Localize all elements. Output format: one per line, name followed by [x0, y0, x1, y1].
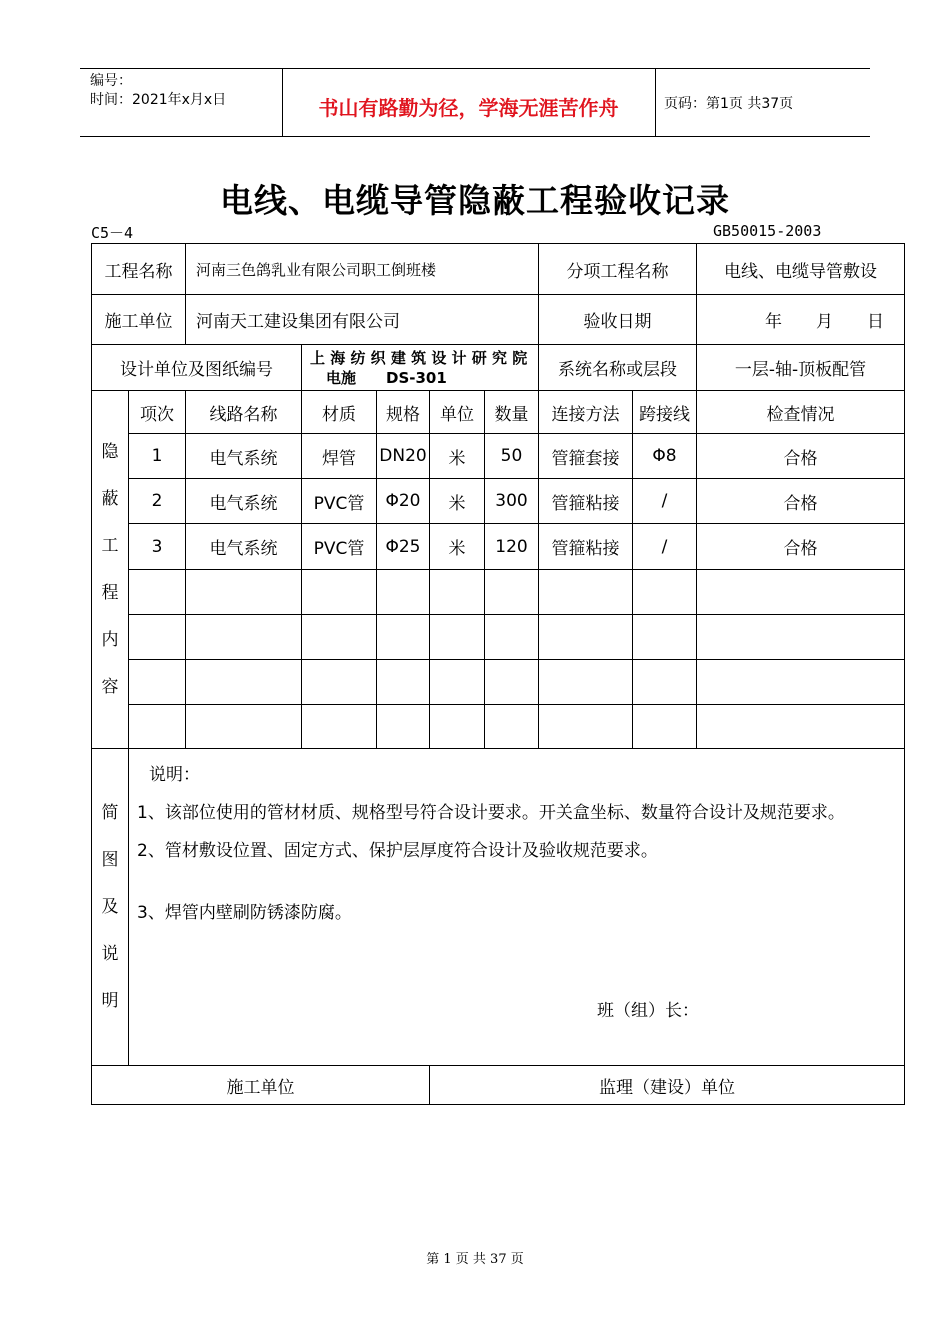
col-material: 材质 — [302, 391, 377, 434]
form-code: C5－4 — [91, 224, 134, 242]
header-bottom-rule — [80, 136, 870, 137]
hidden-work-label: 隐 蔽 工 程 内 容 — [92, 391, 129, 749]
col-quantity: 数量 — [485, 391, 539, 434]
system-label: 系统名称或层段 — [539, 345, 697, 391]
acceptance-record-table — [91, 243, 905, 1105]
construction-unit-value: 河南天工建设集团有限公司 — [186, 295, 539, 345]
team-leader-signature: 班（组）长： — [597, 1001, 699, 1021]
project-name-value: 河南三色鸽乳业有限公司职工倒班楼 — [186, 244, 539, 295]
col-spec: 规格 — [377, 391, 430, 434]
document-title: 电线、电缆导管隐蔽工程验收记录 — [220, 181, 730, 220]
notes-heading: 说明： — [149, 765, 200, 785]
notes-content — [129, 749, 905, 1066]
col-line-name: 线路名称 — [186, 391, 302, 434]
col-inspection: 检查情况 — [697, 391, 905, 434]
note-item-3: 3、焊管内壁刷防锈漆防腐。 — [137, 903, 352, 923]
table-row: 2 电气系统 PVC管 Φ20 米 300 管箍粘接 / 合格 — [92, 479, 905, 524]
table-row: 3 电气系统 PVC管 Φ25 米 120 管箍粘接 / 合格 — [92, 524, 905, 570]
acceptance-date-label: 验收日期 — [539, 295, 697, 345]
col-unit: 单位 — [430, 391, 485, 434]
header-divider-right — [655, 68, 656, 136]
column-header-row — [92, 391, 905, 434]
construction-signature: 施工单位 — [92, 1066, 430, 1105]
design-row — [92, 345, 905, 391]
subitem-value: 电线、电缆导管敷设 — [697, 244, 905, 295]
header-number: 编号： — [90, 73, 132, 89]
standard-code: GB50015-2003 — [713, 222, 822, 240]
header-time: 时间：2021年x月x日 — [90, 92, 227, 108]
col-item-no: 项次 — [129, 391, 186, 434]
notes-row — [92, 749, 905, 1066]
construction-unit-label: 施工单位 — [92, 295, 186, 345]
note-item-2: 2、管材敷设位置、固定方式、保护层厚度符合设计及验收规范要求。 — [137, 841, 658, 861]
signature-row — [92, 1066, 905, 1105]
table-row — [92, 615, 905, 660]
system-value: 一层-轴-顶板配管 — [697, 345, 905, 391]
header-motto: 书山有路勤为径，学海无涯苦作舟 — [318, 96, 619, 120]
design-unit-value — [302, 345, 539, 391]
drawing-number: 电施 DS-301 — [326, 369, 447, 387]
col-connection: 连接方法 — [539, 391, 633, 434]
table-row: 1 电气系统 焊管 DN20 米 50 管箍套接 Φ8 合格 — [92, 434, 905, 479]
header-top-rule — [80, 68, 870, 69]
notes-section-label: 简 图 及 说 明 — [92, 749, 129, 1066]
project-name-label: 工程名称 — [92, 244, 186, 295]
header-page-info: 页码：第1页 共37页 — [664, 96, 794, 112]
construction-row — [92, 295, 905, 345]
subitem-label: 分项工程名称 — [539, 244, 697, 295]
design-unit-label: 设计单位及图纸编号 — [92, 345, 302, 391]
supervision-signature: 监理（建设）单位 — [430, 1066, 905, 1105]
project-row — [92, 244, 905, 295]
page-footer: 第 1 页 共 37 页 — [426, 1252, 524, 1267]
acceptance-date-value: 年 月 日 — [697, 295, 905, 345]
table-row — [92, 570, 905, 615]
note-item-1: 1、该部位使用的管材材质、规格型号符合设计要求。开关盒坐标、数量符合设计及规范要求。 — [137, 803, 845, 823]
table-row — [92, 660, 905, 705]
table-row — [92, 705, 905, 749]
design-institute: 上 海 纺 织 建 筑 设 计 研 究 院 — [310, 349, 528, 367]
col-jumper: 跨接线 — [633, 391, 697, 434]
